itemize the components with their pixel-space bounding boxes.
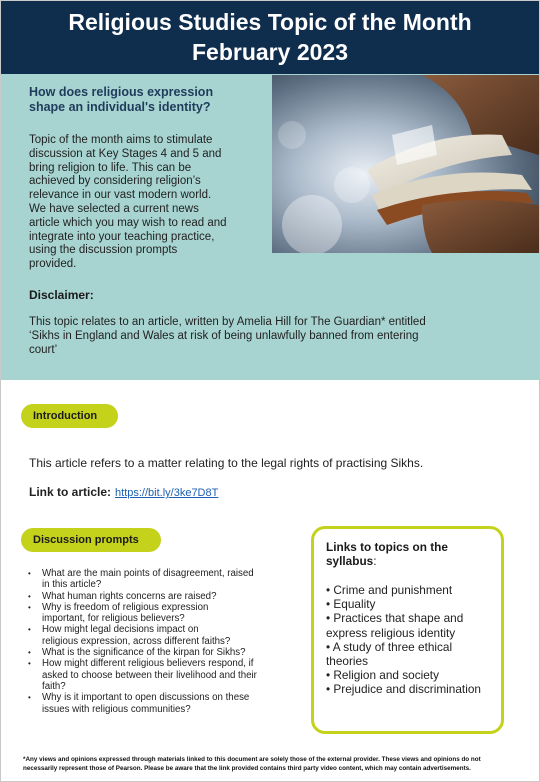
introduction-section-label: Introduction: [21, 404, 118, 428]
bullet-icon: •: [28, 625, 31, 635]
list-item: • Crime and punishment: [326, 583, 453, 597]
syllabus-heading-word: syllabus: [326, 554, 374, 568]
disclaimer-line: court’: [29, 343, 58, 356]
intro-line: provided.: [29, 258, 77, 271]
footer-line: *Any views and opinions expressed through materials linked to this document are solely those of the external provider. These views and opinions do not: [23, 756, 481, 763]
syllabus-links-heading: [326, 540, 496, 568]
discussion-prompts-list: [24, 568, 286, 715]
disclaimer-line: ‘Sikhs in England and Wales at risk of being unlawfully banned from entering: [29, 329, 419, 342]
prompt-line: What human rights concerns are raised?: [42, 590, 217, 602]
intro-line: relevance in our vast modern world.: [29, 189, 212, 202]
prompt-line: religious expression, across different faiths?: [42, 635, 231, 647]
disclaimer-text: [29, 316, 499, 357]
list-item: • Religion and society: [326, 668, 439, 683]
article-link[interactable]: https://bit.ly/3ke7D8T: [115, 487, 219, 499]
prompt-line: faith?: [42, 680, 66, 692]
disclaimer-heading: Disclaimer:: [29, 288, 94, 302]
bullet-icon: •: [28, 659, 31, 669]
topic-question-line: shape an individual's identity?: [29, 100, 211, 114]
syllabus-heading-colon: :: [373, 554, 377, 568]
prompt-line: What are the main points of disagreement, raised: [42, 568, 254, 579]
list-item: theories: [326, 654, 368, 669]
list-item: [24, 591, 286, 602]
list-item: • Equality: [326, 597, 376, 612]
list-item: [24, 624, 286, 647]
article-summary: This article refers to a matter relating to the legal rights of practising Sikhs.: [29, 456, 424, 470]
prompt-line: in this article?: [42, 579, 102, 591]
article-link-row: [29, 485, 218, 499]
list-item: • Practices that shape and: [326, 611, 464, 626]
intro-line: article which you may wish to read and: [29, 216, 227, 229]
footer-line: necessarily represent those of Pearson. Please be aware that the link provided contains third party video content, which may contain advertisements.: [23, 765, 471, 772]
intro-line: bring religion to life. This can be: [29, 161, 192, 174]
syllabus-topics-list: [326, 583, 502, 697]
syllabus-links-box: [311, 526, 504, 734]
list-item: [24, 568, 286, 591]
prompt-line: important, for religious believers?: [42, 613, 185, 625]
syllabus-heading-line: [326, 554, 496, 568]
intro-line: using the discussion prompts: [29, 244, 178, 257]
intro-line: achieved by considering religion’s: [29, 175, 201, 188]
page-subtitle-date: February 2023: [192, 39, 348, 65]
topic-question: [29, 85, 269, 115]
prompt-line: issues with religious communities?: [42, 703, 191, 715]
bullet-icon: •: [28, 591, 31, 601]
list-item: • Prejudice and discrimination: [326, 682, 481, 697]
open-book-photo: [272, 75, 539, 253]
prompt-line: What is the significance of the kirpan for Sikhs?: [42, 647, 246, 659]
list-item: express religious identity: [326, 625, 456, 640]
prompt-line: asked to choose between their livelihood and their: [42, 669, 257, 681]
bullet-icon: •: [28, 602, 31, 612]
prompt-line: Why is freedom of religious expression: [42, 601, 209, 613]
footer-disclaimer: [23, 755, 523, 773]
disclaimer-line: This topic relates to an article, written by Amelia Hill for The Guardian* entitled: [29, 316, 426, 328]
bullet-icon: •: [28, 648, 31, 658]
list-item: [24, 647, 286, 658]
intro-line: We have selected a current news: [29, 202, 199, 215]
prompt-line: How might different religious believers respond, if: [42, 658, 254, 670]
list-item: [24, 692, 286, 715]
prompt-line: Why is it important to open discussions on these: [42, 692, 250, 704]
intro-line: discussion at Key Stages 4 and 5 and: [29, 147, 222, 160]
bullet-icon: •: [28, 693, 31, 703]
list-item: • A study of three ethical: [326, 639, 453, 654]
intro-paragraph: [29, 134, 267, 272]
article-link-label: Link to article:: [29, 485, 112, 499]
page-title: Religious Studies Topic of the Month: [68, 9, 472, 35]
discussion-section-label: Discussion prompts: [21, 528, 161, 552]
list-item: [24, 658, 286, 692]
bullet-icon: •: [28, 569, 31, 578]
intro-line: integrate into your teaching practice,: [29, 230, 215, 243]
syllabus-heading-line: Links to topics on the: [326, 540, 448, 554]
page-header: [1, 1, 539, 74]
prompt-line: How might legal decisions impact on: [42, 624, 199, 636]
list-item: [24, 602, 286, 625]
topic-question-line: How does religious expression: [29, 85, 214, 99]
intro-line: Topic of the month aims to stimulate: [29, 134, 213, 146]
